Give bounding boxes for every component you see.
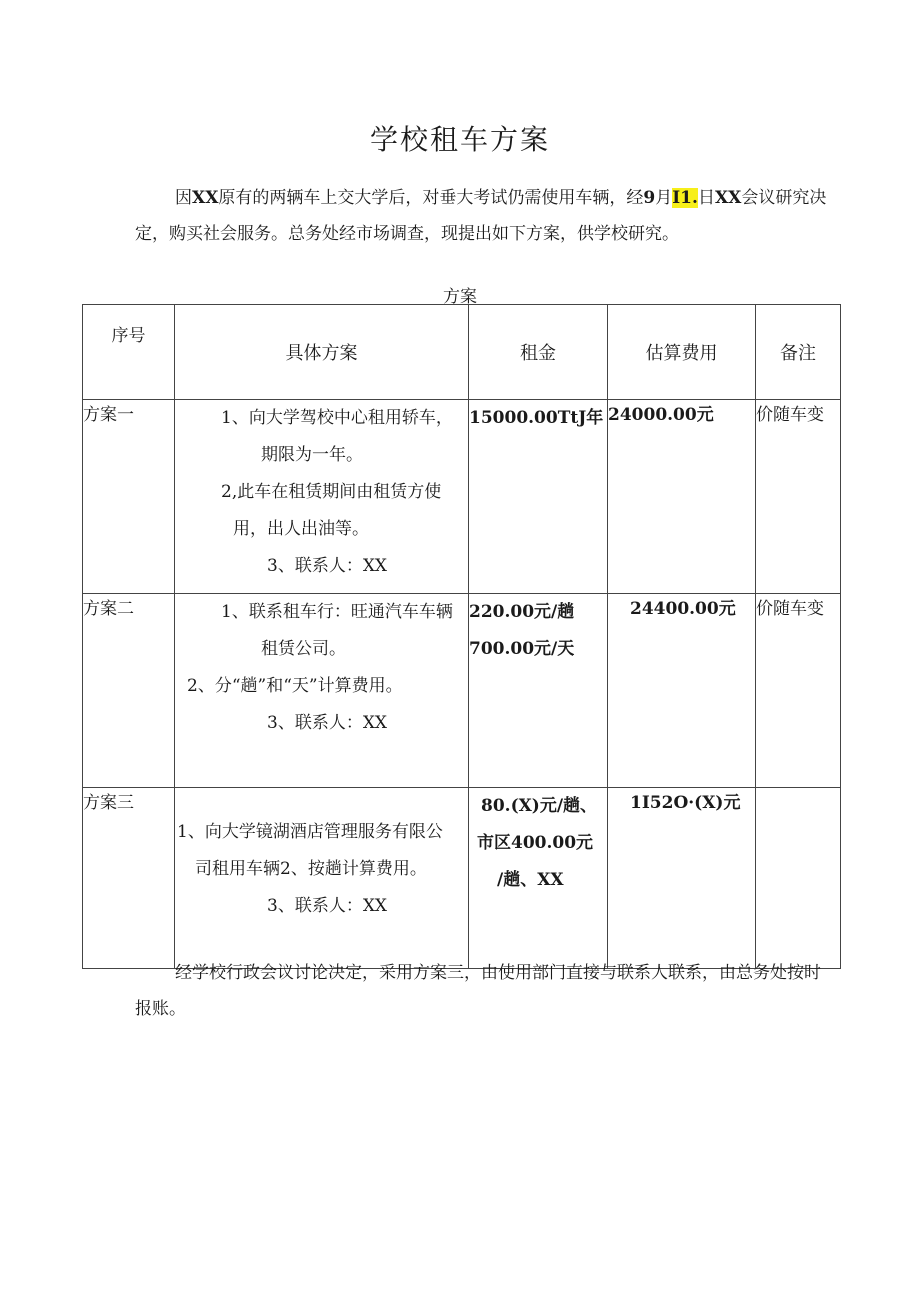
rent-line: 220.00元/趟 (469, 602, 575, 622)
row-remark: 价随车变 (756, 594, 841, 788)
detail-line: 1、向大学镜湖酒店管理服务有限公 (177, 822, 443, 842)
detail-line: 1、联系租车行：旺通汽车车辆 (221, 602, 453, 622)
rent-line: 700.00元/天 (469, 639, 575, 659)
row-remark: 价随车变 (756, 400, 841, 594)
detail-line: 3、联系人：XX (267, 556, 388, 576)
intro-text: 日 (697, 188, 715, 208)
table-caption: 方案 (443, 287, 477, 307)
row-label: 方案三 (83, 788, 175, 969)
detail-line: 2,此车在租赁期间由租赁方使 (221, 482, 442, 502)
detail-line: 司租用车辆2、按趟计算费用。 (195, 859, 427, 879)
intro-paragraph (135, 180, 835, 252)
intro-text: 月 (655, 188, 673, 208)
header-detail: 具体方案 (175, 305, 469, 400)
row-cost: 1I52O·(X)元 (608, 788, 756, 969)
detail-line: 2、分“趟”和“天”计算费用。 (187, 676, 403, 696)
header-remark: 备注 (756, 305, 841, 400)
row-rent (469, 594, 608, 788)
conclusion-paragraph: 经学校行政会议讨论决定，采用方案三，由使用部门直接与联系人联系，由总务处按时报账。 (135, 963, 821, 1019)
row-detail (175, 594, 469, 788)
row-cost: 24400.00元 (608, 594, 756, 788)
detail-line: 3、联系人：XX (267, 713, 388, 733)
intro-text: 原有的两辆车上交大学后，对垂大考试仍需使用车辆，经 (218, 188, 644, 208)
intro-text: 因 (175, 188, 192, 208)
table-row (83, 594, 841, 788)
intro-text: 会议研究决定，购买社会服务。总务处经市场调查，现提出如下方案，供学校研究。 (135, 188, 827, 244)
rent-line: 80.(X)元/趟、 (481, 796, 598, 816)
detail-line: 3、联系人：XX (267, 896, 388, 916)
detail-line: 用，出人出油等。 (233, 519, 369, 539)
header-no: 序号 (83, 305, 175, 400)
row-rent (469, 400, 608, 594)
meeting-name: XX (714, 188, 742, 208)
document-title: 学校租车方案 (369, 123, 550, 156)
detail-line: 租赁公司。 (261, 639, 346, 659)
row-detail (175, 400, 469, 594)
row-rent (469, 788, 608, 969)
rent-line: 市区400.00元 (477, 833, 594, 853)
detail-line: 1、向大学驾校中心租用轿车， (221, 408, 453, 428)
highlighted-day: I1. (672, 188, 698, 208)
detail-line: 期限为一年。 (261, 445, 363, 465)
row-label: 方案二 (83, 594, 175, 788)
header-cost: 估算费用 (608, 305, 756, 400)
plan-table (82, 304, 841, 969)
row-label: 方案一 (83, 400, 175, 594)
table-row (83, 788, 841, 969)
row-remark (756, 788, 841, 969)
org-name: XX (192, 188, 219, 208)
header-rent: 租金 (469, 305, 608, 400)
row-detail (175, 788, 469, 969)
row-cost: 24000.00元 (608, 400, 756, 594)
rent-line: 15000.00TtJ年 (469, 408, 604, 428)
table-row (83, 400, 841, 594)
rent-line: /趟、XX (497, 870, 564, 890)
table-header-row (83, 305, 841, 400)
month-number: 9 (643, 188, 656, 208)
